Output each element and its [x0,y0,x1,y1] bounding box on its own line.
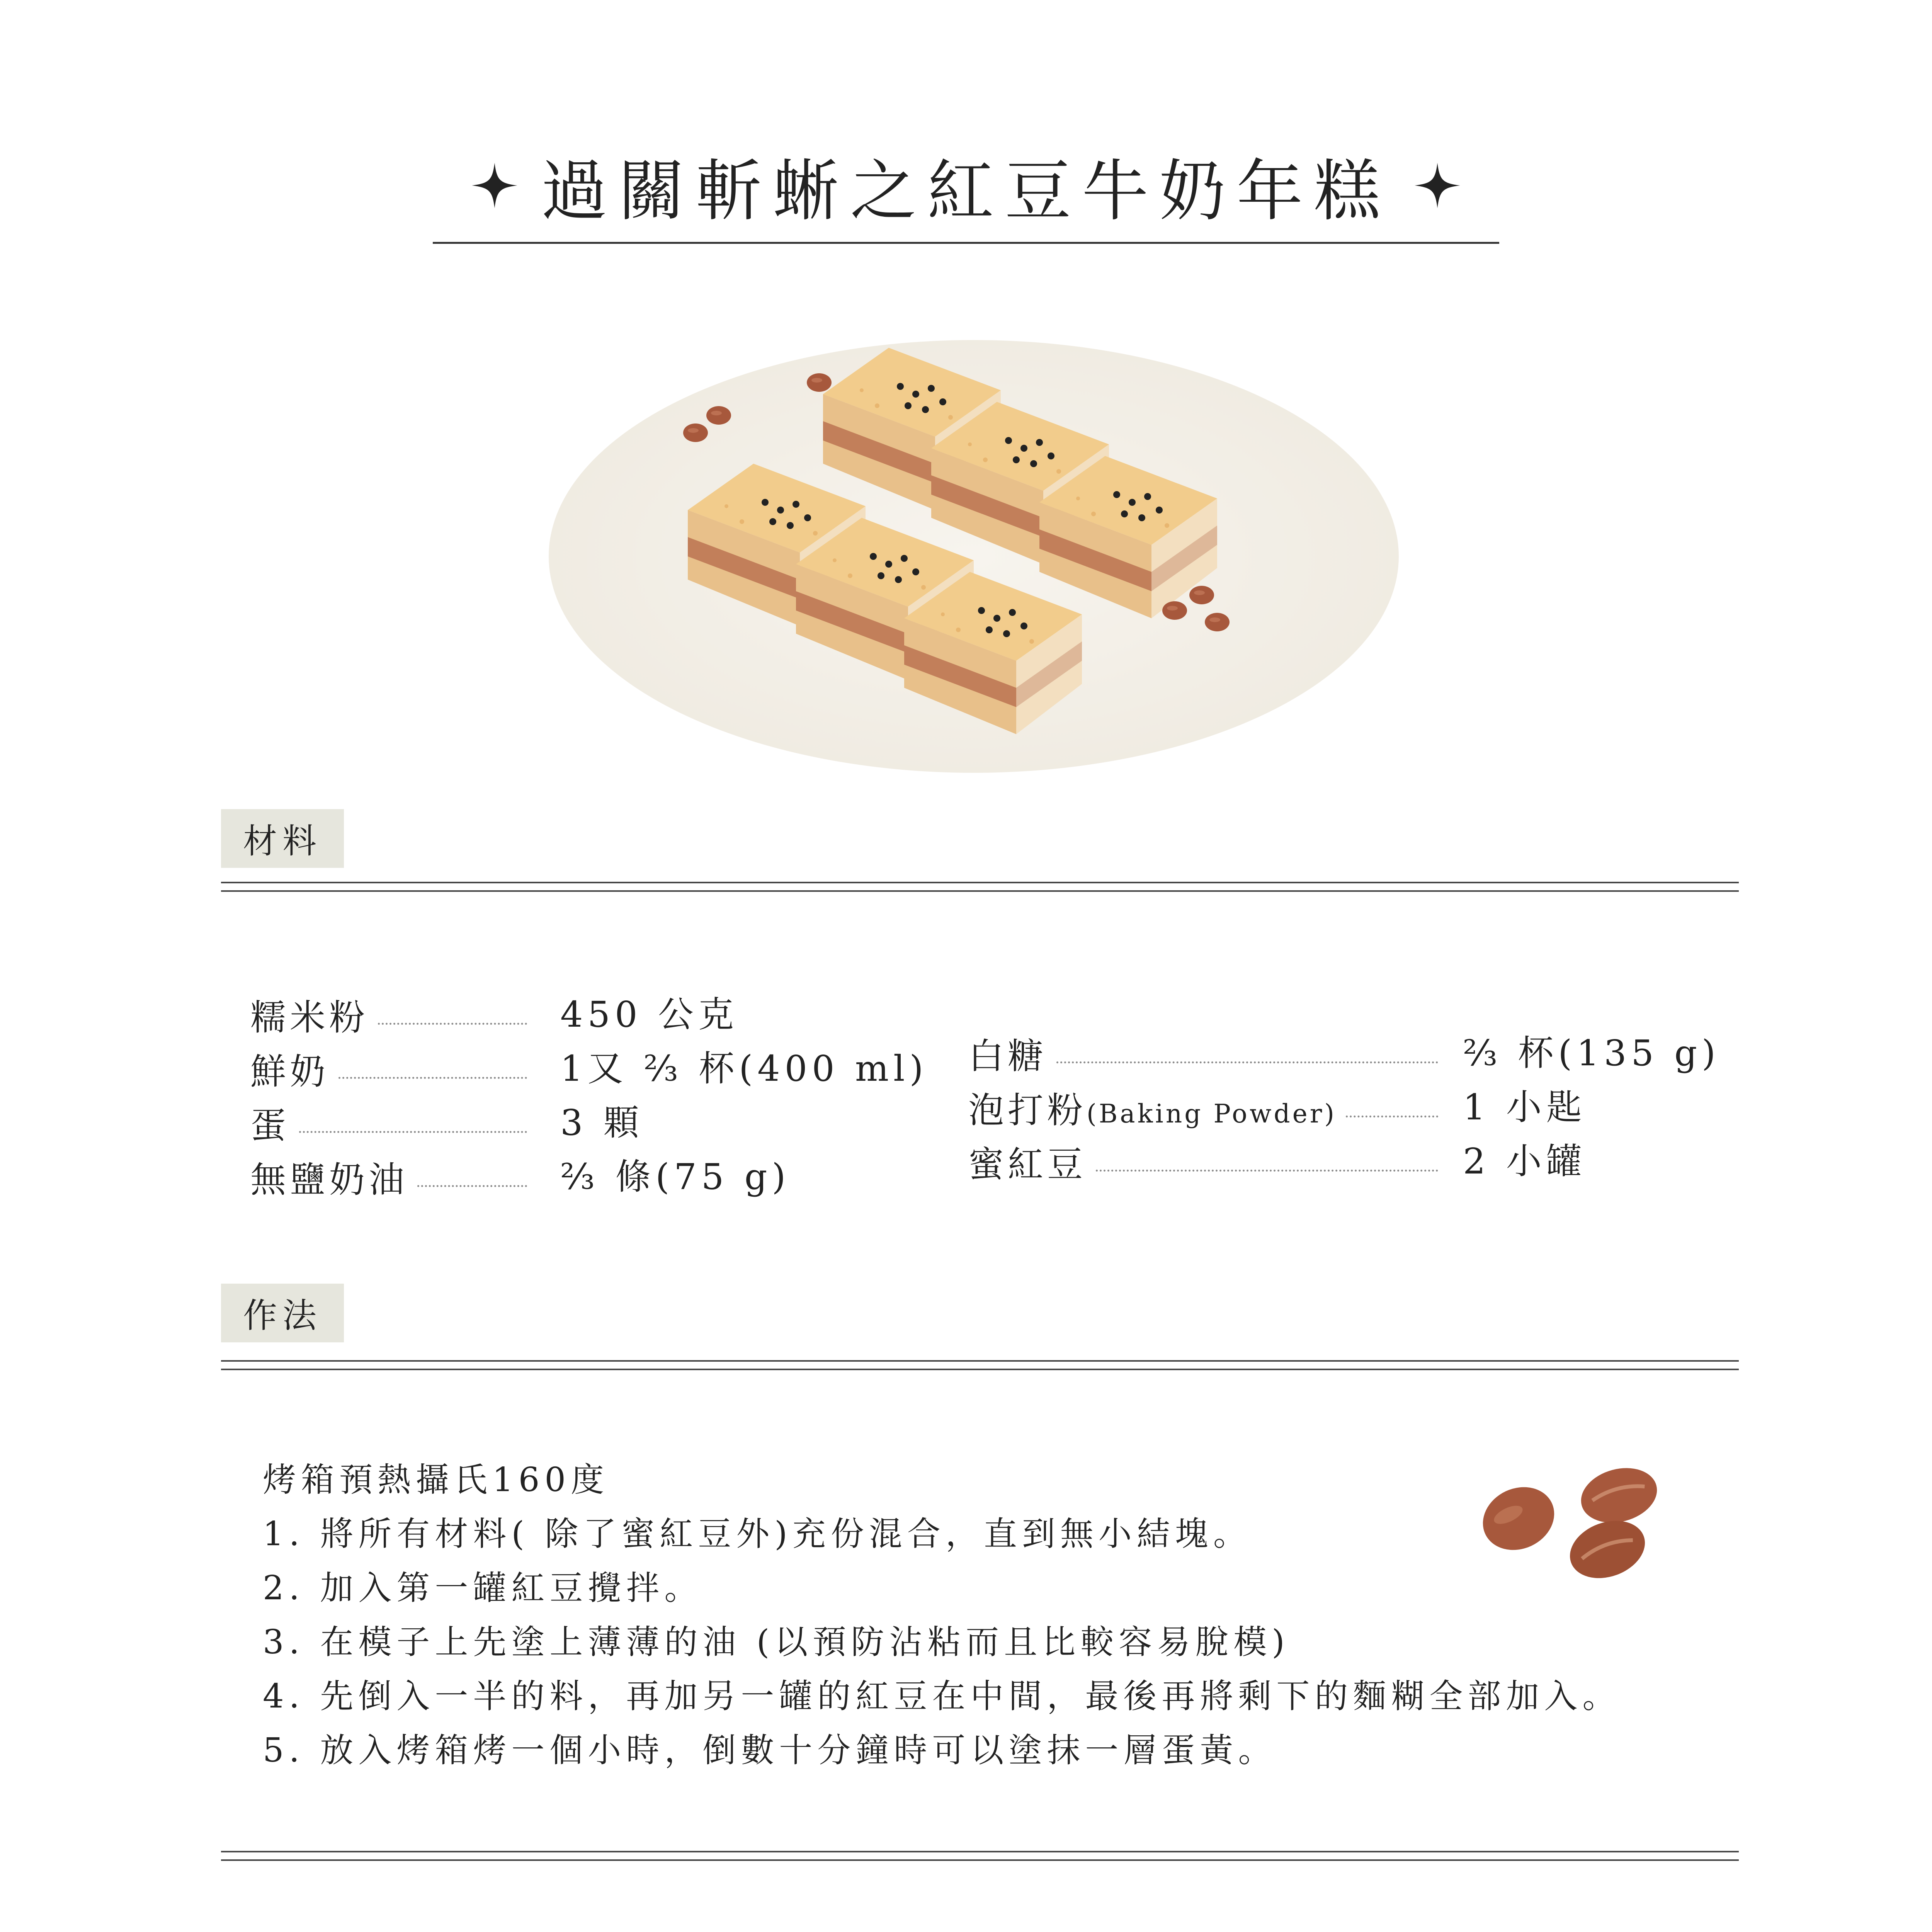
ingredient-quantity: 1又 ⅔ 杯(400 ml) [560,1048,928,1089]
title-row [433,139,1499,232]
ingredient-row [250,1154,536,1200]
ingredient-quantity: 450 公克 [560,994,738,1035]
section-divider [221,1851,1739,1861]
dotted-leader [338,1077,527,1079]
ingredient-name: 無鹽奶油 [250,1159,408,1201]
ingredient-row [250,1046,536,1092]
method-step: 4. 先倒入一半的料，再加另一罐的紅豆在中間，最後再將剩下的麵糊全部加入。 [263,1677,1621,1716]
dotted-leader [417,1185,527,1187]
variations-heading [263,1928,416,1932]
ingredient-name: 泡打粉(Baking Powder) [968,1090,1337,1131]
title-underline [433,242,1499,244]
ingredient-quantity: 3 顆 [560,1102,644,1143]
ingredient-row [968,1030,1447,1077]
ingredient-name: 蛋 [250,1105,290,1146]
method-intro: 烤箱預熱攝氏160度 [263,1461,609,1499]
dotted-leader [299,1131,527,1133]
method-section-label: 作法 [221,1284,344,1342]
red-bean-illustration [1461,1453,1677,1580]
ingredient-quantity: ⅔ 杯(135 g) [1463,1032,1720,1074]
page-title: 過關斬蜥之紅豆牛奶年糕 [541,152,1391,230]
sparkle-icon [468,158,522,213]
sparkle-icon [1410,158,1464,213]
ingredient-quantity: 1 小匙 [1463,1087,1587,1128]
ingredient-quantity: ⅔ 條(75 g) [560,1156,791,1197]
method-step: 5. 放入烤箱烤一個小時，倒數十分鐘時可以塗抹一層蛋黃。 [263,1731,1277,1770]
ingredient-row [968,1138,1447,1185]
dotted-leader [378,1023,527,1025]
rice-cake-illustration [541,332,1406,781]
ingredients-section-label: 材料 [221,809,344,868]
method-step: 1. 將所有材料( 除了蜜紅豆外)充份混合，直到無小結塊。 [263,1515,1252,1553]
ingredient-name: 蜜紅豆 [968,1144,1087,1185]
dotted-leader [1346,1116,1438,1117]
ingredient-name: 白糖 [968,1036,1048,1077]
dotted-leader [1096,1170,1438,1172]
ingredient-row [250,1100,536,1146]
section-divider [221,882,1739,892]
section-divider [221,1360,1739,1370]
dotted-leader [1056,1061,1438,1063]
ingredient-row [250,992,536,1038]
method-step: 3. 在模子上先塗上薄薄的油 (以預防沾粘而且比較容易脫模) [263,1623,1290,1662]
ingredient-row [968,1084,1447,1131]
ingredient-quantity: 2 小罐 [1463,1141,1587,1182]
ingredient-name: 糯米粉 [250,997,369,1038]
method-step: 2. 加入第一罐紅豆攪拌。 [263,1569,703,1607]
ingredient-name: 鮮奶 [250,1051,330,1092]
